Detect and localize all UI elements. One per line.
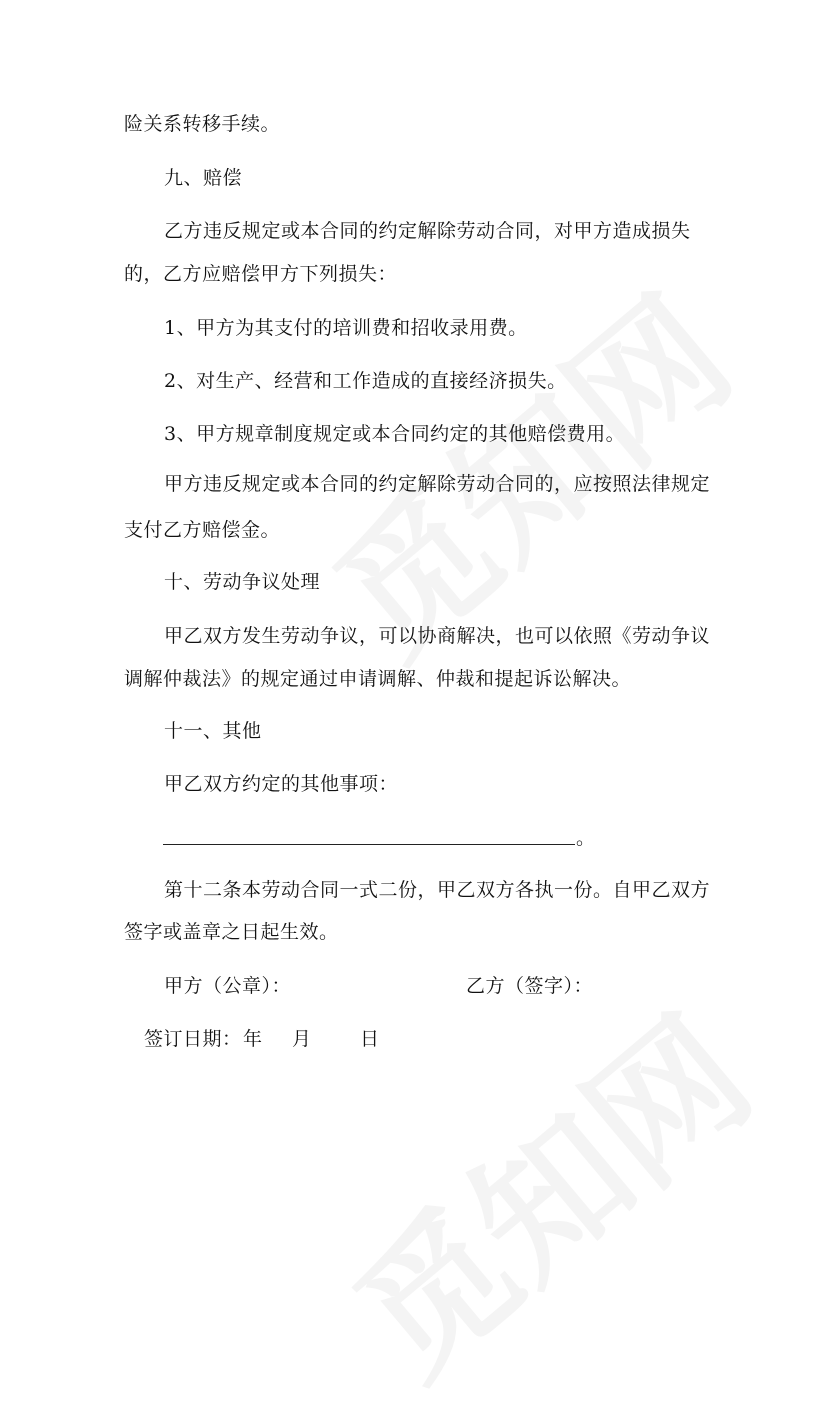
section-heading: 十、劳动争议处理 (164, 571, 321, 593)
paragraph-line: 支付乙方赔偿金。 (124, 519, 281, 541)
party-a-signature-label: 甲方（公章）： (164, 975, 292, 997)
paragraph-line: 第十二条本劳动合同一式二份，甲乙双方各执一份。自甲乙双方 (164, 879, 711, 901)
signing-date-month: 月 (292, 1028, 312, 1050)
list-item: 1、甲方为其支付的培训费和招收录用费。 (164, 317, 528, 339)
paragraph-line: 的，乙方应赔偿甲方下列损失： (124, 263, 398, 285)
signing-date-day: 日 (360, 1028, 380, 1050)
signing-date-year: 年 (243, 1028, 263, 1050)
party-b-signature-label: 乙方（签字）： (466, 975, 594, 997)
paragraph-line: 甲方违反规定或本合同的约定解除劳动合同的，应按照法律规定 (164, 473, 711, 495)
fill-in-blank-line (163, 844, 575, 845)
paragraph-line: 调解仲裁法》的规定通过申请调解、仲裁和提起诉讼解决。 (124, 668, 632, 690)
list-item: 3、甲方规章制度规定或本合同约定的其他赔偿费用。 (164, 423, 626, 445)
paragraph-line: 签字或盖章之日起生效。 (124, 921, 339, 943)
list-item: 2、对生产、经营和工作造成的直接经济损失。 (164, 370, 567, 392)
blank-line-period: 。 (576, 827, 596, 849)
paragraph-line: 甲乙双方约定的其他事项： (164, 773, 399, 795)
section-heading: 十一、其他 (164, 720, 262, 742)
paragraph-line: 险关系转移手续。 (124, 113, 281, 135)
paragraph-line: 乙方违反规定或本合同的约定解除劳动合同，对甲方造成损失 (164, 220, 691, 242)
signing-date-label: 签订日期： (144, 1028, 242, 1050)
section-heading: 九、赔偿 (164, 167, 243, 189)
paragraph-line: 甲乙双方发生劳动争议，可以协商解决，也可以依照《劳动争议 (164, 625, 711, 647)
